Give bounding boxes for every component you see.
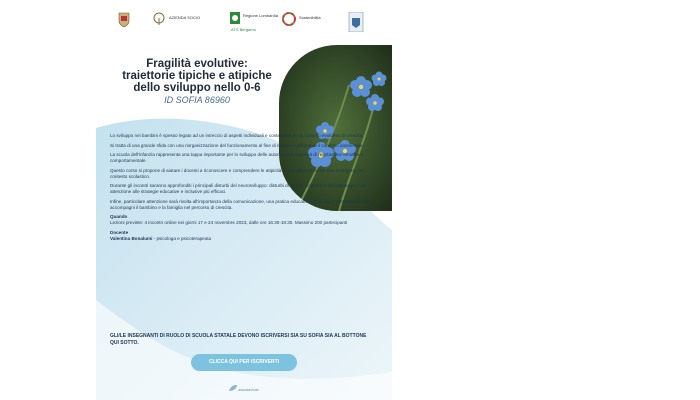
regione-label: Regione Lombardia (243, 13, 278, 18)
paragraph-aim: Questo corso si propone di aiutare i docenti a riconoscere e comprendere le atipicità e le fragilità evolutive che emergono nel contesto scolastico. (110, 167, 364, 179)
leaf-icon (229, 385, 237, 391)
footer-label: associazione (238, 388, 259, 392)
sofia-id: ID SOFIA 86960 (164, 95, 230, 105)
title-line-3: dello sviluppo nello 0-6 (133, 82, 261, 94)
teacher-name: Valentina Bonalumi (110, 235, 153, 241)
lombardia-rose-icon (230, 12, 240, 24)
flyer-page (96, 0, 392, 400)
ats-label: AZIENDA SOCIO (169, 15, 201, 20)
emblem-icon (348, 12, 364, 32)
comune-logo (118, 10, 142, 36)
sostenibilita-logo (282, 10, 334, 36)
paragraph-autonomy: La scuola dell'infanzia rappresenta una tappa importante per lo sviluppo delle autonomie e capacità di regolazione emotiva e comportamentale. (110, 152, 364, 163)
paragraph-intro: Lo sviluppo nei bambini è spesso legato ad un intreccio di aspetti individuali e contestuali, in un compito evolutivo di crescita. (110, 133, 364, 138)
schedule-heading: Quando (110, 214, 128, 219)
sdg-wheel-icon (282, 12, 296, 26)
flyer-body (110, 133, 378, 245)
logo-bar (96, 10, 392, 38)
teacher-heading: Docente (110, 229, 129, 235)
footer-logo (214, 385, 274, 399)
tree-icon (152, 12, 166, 26)
paragraph-topics: Durante gli incontri saranno approfonditi i principali disturbi del neurosviluppo: disturbi di attività, cognitivi e del linguaggio, con attenzione alle strategie educative e inclusive più efficaci. (110, 183, 366, 194)
paragraph-communication: Infine, particolare attenzione sarà rivolta all'importanza della comunicazione, una pratica educativa condivisa e consapevole che accompagni il bambino e la famiglia nel percorso di crescita. (110, 198, 371, 210)
ats-sub-label: ATS Bergamo (231, 27, 256, 32)
schedule-section (110, 214, 378, 226)
teacher-section (110, 230, 378, 242)
schedule-text: Lezioni previste: 4 incontri online nei giorni 17 e 24 novembre 2023, dalle ore 16:30-18:30. Massimo 200 partecipanti (110, 220, 348, 225)
sostenibilita-label: Sostenibilità (299, 15, 321, 20)
enrollment-notice: GLI/LE INSEGNANTI DI RUOLO DI SCUOLA STATALE DEVONO ISCRIVERSI SIA SU SOFIA SIA AL BOTTONE QUI SOTTO. (110, 333, 367, 346)
coat-of-arms-icon (118, 12, 130, 28)
flyer-title (122, 58, 272, 106)
regione-lombardia-logo (230, 10, 278, 36)
ats-bergamo-logo (152, 10, 212, 36)
title-line-2: traiettorie tipiche e atipiche (122, 70, 272, 82)
institution-logo (348, 10, 366, 36)
paragraph-challenge: Si tratta di una grande sfida con una riorganizzazione del funzionamento al fine di rilevare e affrontare il contesto ambientale. (110, 142, 364, 148)
register-button[interactable]: CLICCA QUI PER ISCRIVERTI (191, 354, 297, 371)
teacher-role: - psicologa e psicoterapeuta (153, 235, 212, 241)
title-line-1: Fragilità evolutive: (146, 58, 248, 70)
